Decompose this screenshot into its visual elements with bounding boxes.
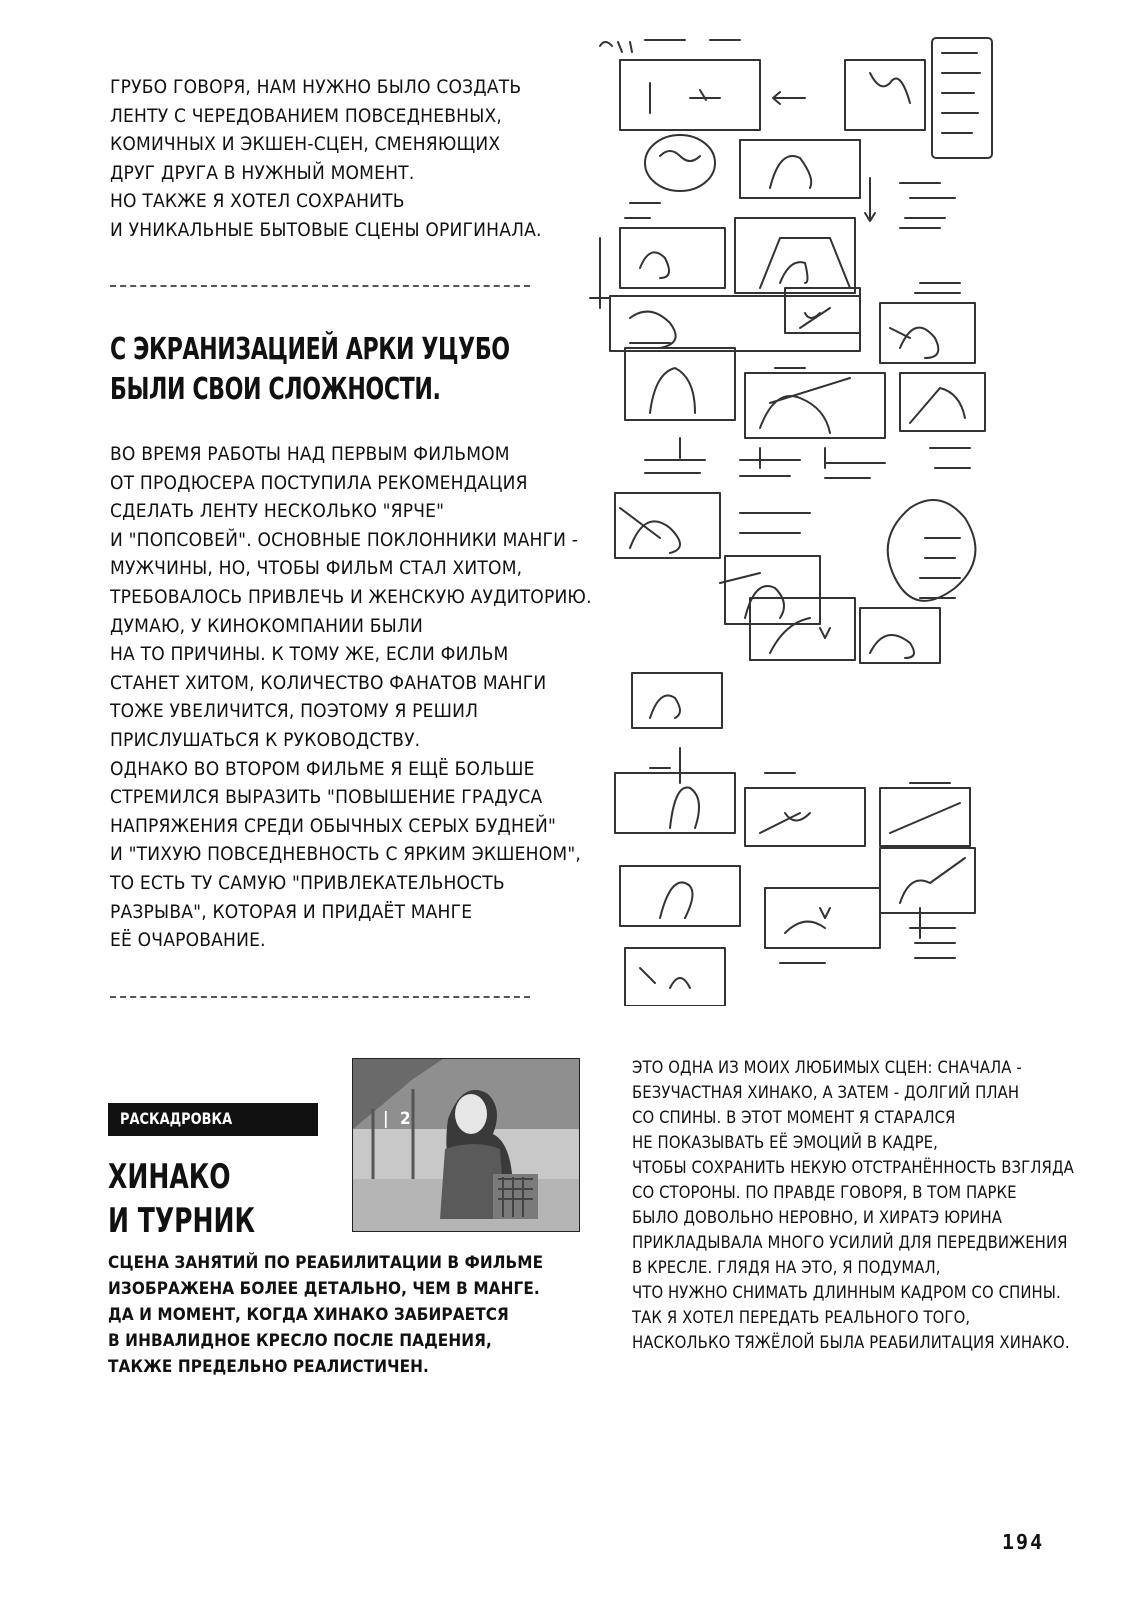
text-line: СТРЕМИЛСЯ ВЫРАЗИТЬ "ПОВЫШЕНИЕ ГРАДУСА — [110, 786, 543, 809]
title-line: ХИНАКО — [108, 1157, 231, 1197]
text-line: И "ТИХУЮ ПОВСЕДНЕВНОСТЬ С ЯРКИМ ЭКШЕНОМ", — [110, 843, 582, 866]
text-line: БЫЛО ДОВОЛЬНО НЕРОВНО, И ХИРАТЭ ЮРИНА — [632, 1208, 1002, 1227]
text-line: В КРЕСЛЕ. ГЛЯДЯ НА ЭТО, Я ПОДУМАЛ, — [632, 1258, 941, 1277]
text-line: НЕ ПОКАЗЫВАТЬ ЕЁ ЭМОЦИЙ В КАДРЕ, — [632, 1133, 938, 1152]
text-line: СЦЕНА ЗАНЯТИЙ ПО РЕАБИЛИТАЦИИ В ФИЛЬМЕ — [108, 1253, 544, 1273]
text-line: ДРУГ ДРУГА В НУЖНЫЙ МОМЕНТ. — [110, 161, 415, 184]
text-line: ГРУБО ГОВОРЯ, НАМ НУЖНО БЫЛО СОЗДАТЬ — [110, 76, 522, 98]
text-line: НАСКОЛЬКО ТЯЖЁЛОЙ БЫЛА РЕАБИЛИТАЦИЯ ХИНАКО. — [632, 1333, 1070, 1352]
text-line: ЧТО НУЖНО СНИМАТЬ ДЛИННЫМ КАДРОМ СО СПИНЫ. — [632, 1283, 1061, 1302]
text-line: ДУМАЮ, У КИНОКОМПАНИИ БЫЛИ — [110, 614, 423, 637]
text-line: И "ПОПСОВЕЙ". ОСНОВНЫЕ ПОКЛОННИКИ МАНГИ - — [110, 528, 579, 551]
badge-number: 2 — [400, 1109, 411, 1129]
text-line: И УНИКАЛЬНЫЕ БЫТОВЫЕ СЦЕНЫ ОРИГИНАЛА. — [110, 218, 542, 241]
text-line: НА ТО ПРИЧИНЫ. К ТОМУ ЖЕ, ЕСЛИ ФИЛЬМ — [110, 643, 509, 666]
text-line: ЕЁ ОЧАРОВАНИЕ. — [110, 929, 266, 952]
text-line: ДА И МОМЕНТ, КОГДА ХИНАКО ЗАБИРАЕТСЯ — [108, 1305, 509, 1325]
text-line: ЧТОБЫ СОХРАНИТЬ НЕКУЮ ОТСТРАНЁННОСТЬ ВЗГЛЯДА — [632, 1158, 1074, 1177]
text-line: ВО ВРЕМЯ РАБОТЫ НАД ПЕРВЫМ ФИЛЬМОМ — [110, 443, 510, 465]
text-line: КОМИЧНЫХ И ЭКШЕН-СЦЕН, СМЕНЯЮЩИХ — [110, 133, 501, 156]
section-heading — [110, 330, 597, 410]
dashed-divider — [110, 996, 530, 998]
text-line: ЛЕНТУ С ЧЕРЕДОВАНИЕМ ПОВСЕДНЕВНЫХ, — [110, 104, 503, 127]
text-line: СО СПИНЫ. В ЭТОТ МОМЕНТ Я СТАРАЛСЯ — [632, 1108, 956, 1127]
text-line: СДЕЛАТЬ ЛЕНТУ НЕСКОЛЬКО "ЯРЧЕ" — [110, 500, 445, 523]
text-line: ПРИКЛАДЫВАЛА МНОГО УСИЛИЙ ДЛЯ ПЕРЕДВИЖЕНИЯ — [632, 1233, 1068, 1252]
text-line: ТРЕБОВАЛОСЬ ПРИВЛЕЧЬ И ЖЕНСКУЮ АУДИТОРИЮ. — [110, 585, 592, 608]
text-line: НАПРЯЖЕНИЯ СРЕДИ ОБЫЧНЫХ СЕРЫХ БУДНЕЙ" — [110, 814, 557, 837]
text-line: В ИНВАЛИДНОЕ КРЕСЛО ПОСЛЕ ПАДЕНИЯ, — [108, 1331, 492, 1351]
heading-line: БЫЛИ СВОИ СЛОЖНОСТИ. — [110, 372, 441, 407]
dashed-divider — [110, 285, 530, 287]
intro-paragraph — [110, 73, 542, 245]
page-number: 194 — [1002, 1530, 1045, 1554]
text-line: МУЖЧИНЫ, НО, ЧТОБЫ ФИЛЬМ СТАЛ ХИТОМ, — [110, 557, 523, 580]
caption-paragraph — [108, 1250, 543, 1380]
title-line: И ТУРНИК — [108, 1201, 256, 1241]
film-still-photo — [352, 1058, 580, 1232]
text-line: РАЗРЫВА", КОТОРАЯ И ПРИДАЁТ МАНГЕ — [110, 900, 473, 923]
storyboard-sketch — [570, 28, 1010, 1006]
section-badge — [108, 1103, 411, 1136]
subsection-title — [108, 1155, 287, 1243]
text-line: ТАК Я ХОТЕЛ ПЕРЕДАТЬ РЕАЛЬНОГО ТОГО, — [632, 1308, 971, 1327]
text-line: СТАНЕТ ХИТОМ, КОЛИЧЕСТВО ФАНАТОВ МАНГИ — [110, 671, 547, 694]
text-line: ОТ ПРОДЮСЕРА ПОСТУПИЛА РЕКОМЕНДАЦИЯ — [110, 471, 528, 494]
text-line: ОДНАКО ВО ВТОРОМ ФИЛЬМЕ Я ЕЩЁ БОЛЬШЕ — [110, 757, 535, 780]
photo-illustration — [353, 1059, 579, 1231]
text-line: НО ТАКЖЕ Я ХОТЕЛ СОХРАНИТЬ — [110, 190, 405, 213]
badge-label: РАСКАДРОВКА — [120, 1109, 233, 1128]
text-line: ПРИСЛУШАТЬСЯ К РУКОВОДСТВУ. — [110, 728, 421, 751]
text-line: БЕЗУЧАСТНАЯ ХИНАКО, А ЗАТЕМ - ДОЛГИЙ ПЛАН — [632, 1083, 1020, 1102]
side-paragraph — [632, 1055, 1074, 1355]
main-paragraph — [110, 440, 592, 955]
heading-line: С ЭКРАНИЗАЦИЕЙ АРКИ УЦУБО — [110, 332, 510, 367]
text-line: ЭТО ОДНА ИЗ МОИХ ЛЮБИМЫХ СЦЕН: СНАЧАЛА - — [632, 1058, 1022, 1077]
badge-separator: | — [383, 1109, 389, 1129]
text-line: ТАКЖЕ ПРЕДЕЛЬНО РЕАЛИСТИЧЕН. — [108, 1357, 429, 1377]
text-line: ИЗОБРАЖЕНА БОЛЕЕ ДЕТАЛЬНО, ЧЕМ В МАНГЕ. — [108, 1279, 540, 1299]
text-line: СО СТОРОНЫ. ПО ПРАВДЕ ГОВОРЯ, В ТОМ ПАРКЕ — [632, 1183, 1017, 1202]
text-line: ТОЖЕ УВЕЛИЧИТСЯ, ПОЭТОМУ Я РЕШИЛ — [110, 700, 479, 723]
text-line: ТО ЕСТЬ ТУ САМУЮ "ПРИВЛЕКАТЕЛЬНОСТЬ — [110, 871, 505, 894]
